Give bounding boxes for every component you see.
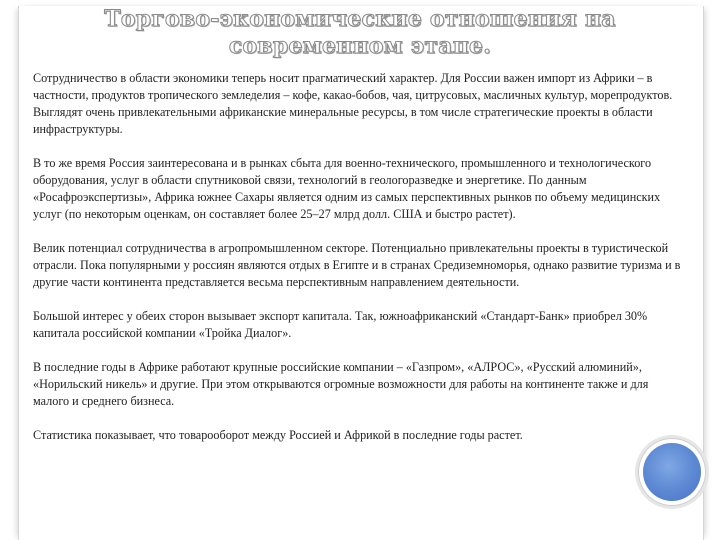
paragraph-capital-export: Большой интерес у обеих сторон вызывает экспорт капитала. Так, южноафриканский «Стандарт-Банк» приобрел 30% капитала российской компании «Тройка Диалог». xyxy=(33,309,648,340)
slide-body xyxy=(33,70,684,461)
slide-title: Торгово-экономические отношения на современном этапе. xyxy=(104,6,616,59)
paragraph-russian-companies: В последние годы в Африке работают крупные российские компании – «Газпром», «АЛРОС», «Русский алюминий», «Норильский никель» и другие. При этом открываются огромные возможности для работы на континенте также и для малого и среднего бизнеса. xyxy=(33,360,649,408)
paragraph-agriculture-tourism: Велик потенциал сотрудничества в агропромышленном секторе. Потенциально привлекательны проекты в туристической отрасли. Пока популярными у россиян являются отдых в Египте и в странах Средиземноморья, однако развитие туризма и в другие части континента представляется весьма перспективным направлением деятельности. xyxy=(33,241,681,289)
paragraph-export-markets: В то же время Россия заинтересована и в рынках сбыта для военно-технического, промышленного и технологического оборудования, услуг в области спутниковой связи, технологий в геологоразведке и энергетике. По данным «Росафроэкспертизы», Африка южнее Сахары является одним из самых перспективных рынков по объему медицинских услуг (по некоторым оценкам, он составляет более 25–27 млрд долл. США и быстро растет). xyxy=(33,156,661,221)
paragraph-trade-statistics: Статистика показывает, что товарооборот между Россией и Африкой в последние годы растет. xyxy=(33,428,523,442)
decorative-circle xyxy=(643,443,701,501)
paragraph-import: Сотрудничество в области экономики теперь носит прагматический характер. Для России важен импорт из Африки – в частности, продуктов тропического земледелия – кофе, какао-бобов, чая, цитрусовых, масличных культур, морепродуктов. Выглядят очень привлекательными африканские минеральные ресурсы, в том числе стратегические проекты в области инфраструктуры. xyxy=(33,71,673,136)
